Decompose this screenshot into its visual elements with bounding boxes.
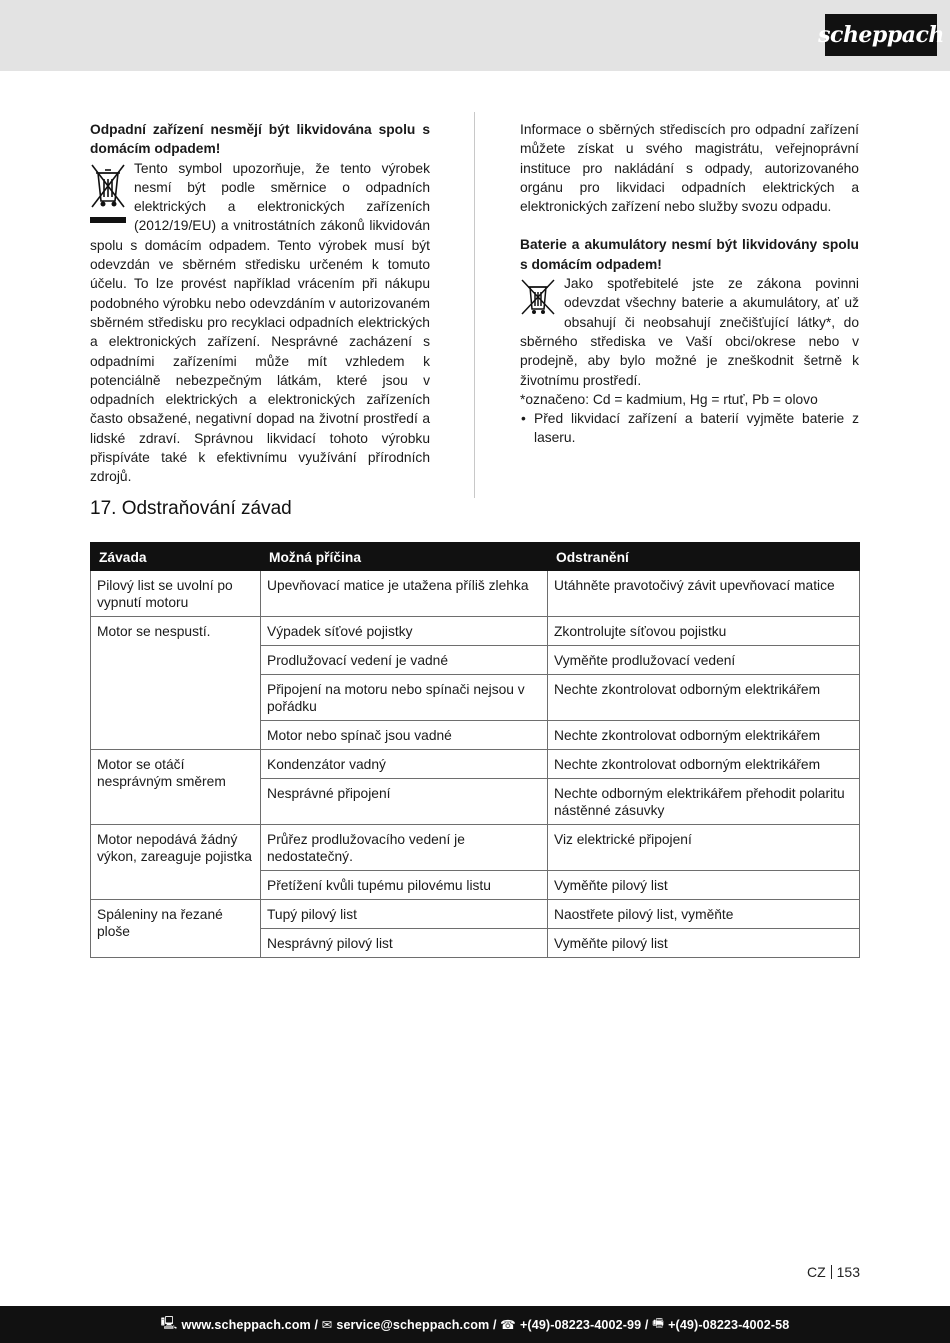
mail-icon: ✉ xyxy=(321,1318,333,1332)
weee-heading: Odpadní zařízení nesmějí být likvidována spolu s domácím odpadem! xyxy=(90,122,430,157)
cause-cell: Připojení na motoru nebo spínači nejsou v pořádku xyxy=(261,675,548,721)
table-row xyxy=(91,900,860,929)
cause-cell: Upevňovací matice je utažena příliš zlehka xyxy=(261,571,548,617)
page-number xyxy=(790,1264,860,1280)
fault-cell: Spáleniny na řezané ploše xyxy=(91,900,261,958)
table-header-row xyxy=(91,543,860,571)
phone-icon: ☎ xyxy=(500,1318,516,1332)
remedy-cell: Vyměňte pilový list xyxy=(548,871,860,900)
weee-text: Tento symbol upozorňuje, že tento výrobek nesmí být podle směrnice o odpadních elektrických a elektronických zařízeních (2012/19/EU) a vnitrostátních zákonů likvidován spolu s domácím odpadem. Tento výrobek musí být odevzdán ve sběrném středisku určeném k tomuto účelu. To lze provést například vrácením při nákupu podobného výrobku nebo odevzdáním v autorizovaném sběrném středisku pro recyklaci odpadních elektrických a elektronických zařízení. Nesprávné zacházení s odpadními zařízeními může mít vzhledem k potenciálně nebezpečným látkám, které jsou v odpadních elektrických a elektronických zařízeních často obsažené, negativní dopad na životní prostředí a lidské zdraví. Správnou likvidací tohoto výrobku přispíváte také k efektivnímu využívání přírodních zdrojů. xyxy=(90,160,430,485)
collection-info-text: Informace o sběrných střediscích pro odpadní zařízení můžete získat u svého magistrátu, veřejnoprávní instituce pro nakládání s odpady, autorizovaného orgánu pro likvidaci odpadních elektrických a elektronických zařízení nebo služby svozu odpadu. xyxy=(520,122,859,215)
header-fault: Závada xyxy=(91,543,261,571)
remedy-cell: Utáhněte pravotočivý závit upevňovací matice xyxy=(548,571,860,617)
page-number-separator xyxy=(831,1265,832,1279)
table-row xyxy=(91,825,860,871)
weee-disposal-section xyxy=(90,120,430,487)
crossed-out-battery-bin-icon xyxy=(520,278,560,318)
cause-cell: Motor nebo spínač jsou vadné xyxy=(261,721,548,750)
fault-cell: Motor se nespustí. xyxy=(91,617,261,750)
remedy-cell: Nechte zkontrolovat odborným elektrikářem xyxy=(548,750,860,779)
bullet-icon: • xyxy=(521,411,526,427)
remedy-cell: Nechte zkontrolovat odborným elektrikářem xyxy=(548,721,860,750)
cause-cell: Prodlužovací vedení je vadné xyxy=(261,646,548,675)
remedy-cell: Naostřete pilový list, vyměňte xyxy=(548,900,860,929)
computer-icon: 🖳 xyxy=(160,1316,178,1330)
remedy-cell: Vyměňte pilový list xyxy=(548,929,860,958)
battery-bullet xyxy=(520,409,859,448)
footer-bar xyxy=(0,1306,950,1343)
footer-separator: / xyxy=(492,1317,497,1332)
cause-cell: Nesprávné připojení xyxy=(261,779,548,825)
fault-cell: Motor nepodává žádný výkon, zareaguje pojistka xyxy=(91,825,261,900)
battery-bullet-text: Před likvidací zařízení a baterií vyjměte baterie z laseru. xyxy=(534,411,859,446)
footer-phone: +(49)-08223-4002-99 xyxy=(519,1317,642,1332)
fault-cell: Motor se otáčí nesprávným směrem xyxy=(91,750,261,825)
table-row xyxy=(91,617,860,646)
table-row xyxy=(91,571,860,617)
page-language: CZ xyxy=(806,1264,826,1280)
fault-cell: Pilový list se uvolní po vypnutí motoru xyxy=(91,571,261,617)
footer-fax: +(49)-08223-4002-58 xyxy=(668,1317,790,1332)
fax-icon: 🖷 xyxy=(652,1316,665,1330)
remedy-cell: Zkontrolujte síťovou pojistku xyxy=(548,617,860,646)
cause-cell: Kondenzátor vadný xyxy=(261,750,548,779)
battery-disposal-section xyxy=(520,120,859,448)
crossed-out-wheelie-bin-icon xyxy=(90,161,130,227)
page-number-value: 153 xyxy=(836,1264,860,1280)
section-title: 17. Odstraňování závad xyxy=(90,498,292,519)
footer-email-link[interactable]: service@scheppach.com xyxy=(336,1317,490,1332)
header-remedy: Odstranění xyxy=(548,543,860,571)
footer-separator: / xyxy=(644,1317,649,1332)
remedy-cell: Nechte odborným elektrikářem přehodit polaritu nástěnné zásuvky xyxy=(548,779,860,825)
column-divider xyxy=(474,112,475,498)
battery-heading: Baterie a akumulátory nesmí být likvidovány spolu s domácím odpadem! xyxy=(520,237,859,272)
remedy-cell: Viz elektrické připojení xyxy=(548,825,860,871)
cause-cell: Tupý pilový list xyxy=(261,900,548,929)
battery-note: *označeno: Cd = kadmium, Hg = rtuť, Pb = olovo xyxy=(520,391,818,407)
remedy-cell: Vyměňte prodlužovací vedení xyxy=(548,646,860,675)
bin-underline-bar xyxy=(90,217,126,223)
brand-logo: scheppach xyxy=(825,14,937,56)
remedy-cell: Nechte zkontrolovat odborným elektrikářem xyxy=(548,675,860,721)
cause-cell: Výpadek síťové pojistky xyxy=(261,617,548,646)
footer-separator: / xyxy=(314,1317,319,1332)
footer-web-link[interactable]: www.scheppach.com xyxy=(181,1317,311,1332)
cause-cell: Průřez prodlužovacího vedení je nedostatečný. xyxy=(261,825,548,871)
header-cause: Možná příčina xyxy=(261,543,548,571)
header-bar xyxy=(0,0,950,71)
cause-cell: Nesprávný pilový list xyxy=(261,929,548,958)
battery-text: Jako spotřebitelé jste ze zákona povinni odevzdat všechny baterie a akumulátory, ať už obsahují či neobsahují znečišťující látky*, do sběrného střediska ve Vaší obci/okrese nebo v prodejně, aby bylo možné je zneškodnit šetrně k životnímu prostředí. xyxy=(520,276,859,388)
table-row xyxy=(91,750,860,779)
troubleshooting-table xyxy=(90,542,860,958)
cause-cell: Přetížení kvůli tupému pilovému listu xyxy=(261,871,548,900)
